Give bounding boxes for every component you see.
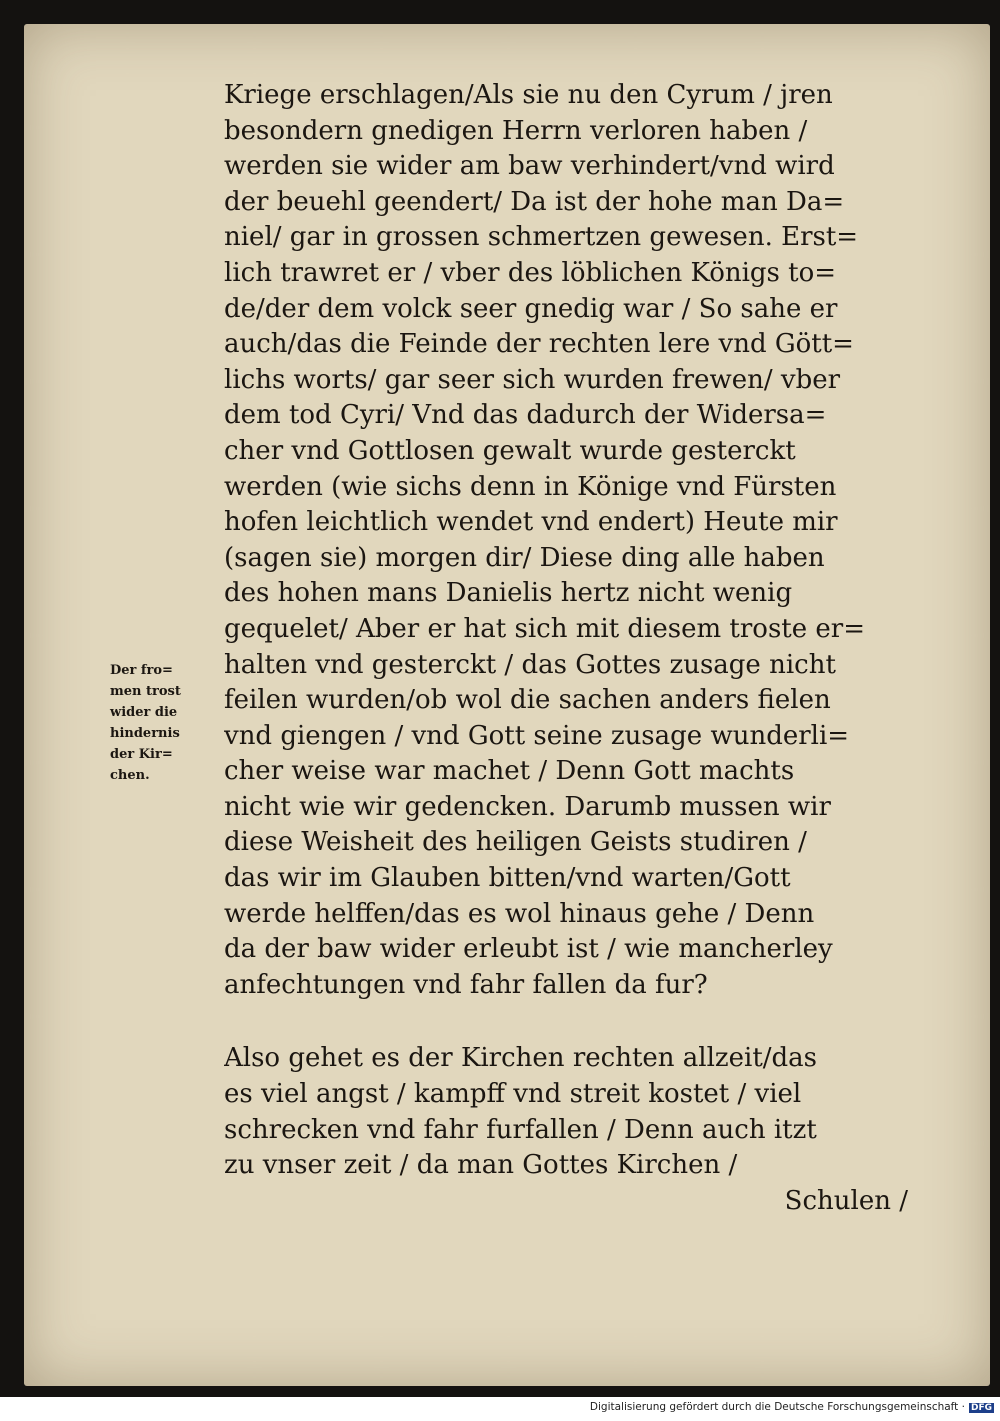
text-line: werden (wie sichs denn in Könige vnd Fürsten [224, 471, 837, 502]
body-text [224, 78, 914, 1219]
footer-text: Digitalisierung gefördert durch die Deutsche Forschungsgemeinschaft · [589, 1401, 965, 1413]
text-line: auch/das die Feinde der rechten lere vnd Gött= [224, 329, 854, 360]
text-line: de/der dem volck seer gnedig war / So sahe er [224, 293, 838, 324]
text-line: werde helffen/das es wol hinaus gehe / Denn [224, 898, 815, 929]
text-line: diese Weisheit des heiligen Geists studiren / [224, 827, 807, 858]
text-line: Kriege erschlagen/Als sie nu den Cyrum / jren [224, 80, 833, 110]
catchword: Schulen / [784, 1185, 908, 1216]
text-line: das wir im Glauben bitten/vnd warten/Gott [224, 863, 791, 894]
paragraph-1 [224, 78, 914, 1003]
dfg-logo: DFG [970, 1403, 992, 1413]
text-line: halten vnd gesterckt / das Gottes zusage nicht [224, 649, 836, 680]
text-line: der beuehl geendert/ Da ist der hohe man Da= [224, 186, 845, 217]
text-line: gequelet/ Aber er hat sich mit diesem troste er= [224, 613, 865, 644]
text-line: anfechtungen vnd fahr fallen da fur? [224, 969, 708, 1000]
text-line: besondern gnedigen Herrn verloren haben / [224, 115, 808, 146]
text-line: lich trawret er / vber des löblichen Königs to= [224, 257, 837, 288]
margin-note-line: men trost [110, 684, 181, 699]
margin-note-line: chen. [110, 768, 150, 783]
margin-note-line: wider die [110, 705, 178, 720]
text-line: (sagen sie) morgen dir/ Diese ding alle haben [224, 542, 825, 573]
paragraph-2 [224, 1041, 914, 1183]
text-line: dem tod Cyri/ Vnd das dadurch der Widersa= [224, 400, 827, 431]
text-line: da der baw wider erleubt ist / wie mancherley [224, 934, 833, 965]
text-line: werden sie wider am baw verhindert/vnd wird [224, 151, 835, 182]
text-line: nicht wie wir gedencken. Darumb mussen wir [224, 791, 831, 822]
margin-note [110, 660, 220, 786]
text-line: zu vnser zeit / da man Gottes Kirchen / [224, 1150, 738, 1181]
text-line: cher weise war machet / Denn Gott machts [224, 756, 795, 787]
text-line: niel/ gar in grossen schmertzen gewesen. Erst= [224, 222, 859, 253]
margin-note-line: Der fro= [110, 663, 173, 678]
text-line: feilen wurden/ob wol die sachen anders fielen [224, 685, 831, 716]
text-line: lichs worts/ gar seer sich wurden frewen/ vber [224, 364, 841, 395]
digitization-footer [590, 1401, 994, 1413]
margin-note-line: der Kir= [110, 747, 173, 762]
text-line: Also gehet es der Kirchen rechten allzeit/das [224, 1043, 818, 1074]
text-line: schrecken vnd fahr furfallen / Denn auch itzt [224, 1114, 817, 1145]
text-line: des hohen mans Danielis hertz nicht wenig [224, 578, 793, 609]
margin-note-line: hindernis [110, 726, 180, 741]
text-line: es viel angst / kampff vnd streit kostet / viel [224, 1079, 802, 1110]
text-line: hofen leichtlich wendet vnd endert) Heute mir [224, 507, 838, 538]
text-line: vnd giengen / vnd Gott seine zusage wunderli= [224, 720, 850, 751]
text-line: cher vnd Gottlosen gewalt wurde gesterckt [224, 435, 796, 466]
